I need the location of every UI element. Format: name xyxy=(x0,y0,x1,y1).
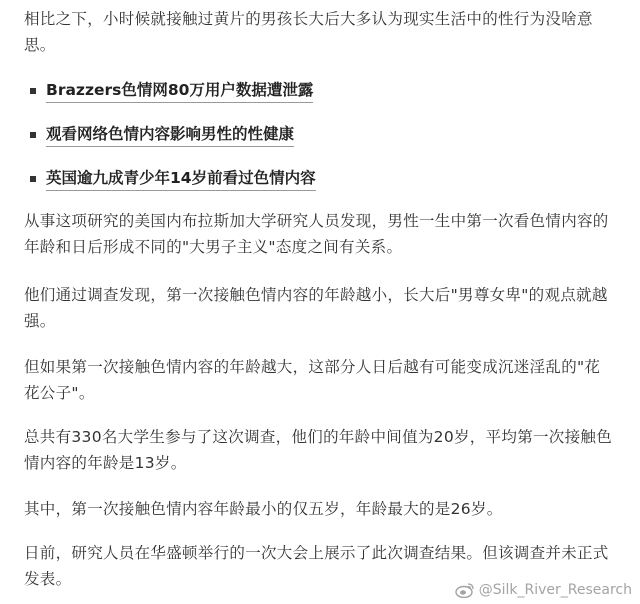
related-link-health[interactable]: 观看网络色情内容影响男性的性健康 xyxy=(46,122,294,147)
paragraph-survey-stats: 总共有330名大学生参与了这次调查，他们的年龄中间值为20岁，平均第一次接触色情内容的年龄是13岁。 xyxy=(24,428,613,472)
related-link-brazzers[interactable]: Brazzers色情网80万用户数据遭泄露 xyxy=(46,78,313,103)
paragraph-research: 从事这项研究的美国内布拉斯加大学研究人员发现，男性一生中第一次看色情内容的年龄和日后形成不同的"大男子主义"态度之间有关系。 xyxy=(24,212,609,256)
weibo-logo-icon xyxy=(455,582,475,598)
paragraph-intro: 相比之下，小时候就接触过黄片的男孩长大后大多认为现实生活中的性行为没啥意思。 xyxy=(24,10,593,54)
paragraph-finding-young: 他们通过调查发现，第一次接触色情内容的年龄越小，长大后"男尊女卑"的观点就越强。 xyxy=(24,286,608,330)
watermark xyxy=(455,582,632,598)
bullet-icon xyxy=(30,88,36,94)
paragraph-age-range: 其中，第一次接触色情内容年龄最小的仅五岁，年龄最大的是26岁。 xyxy=(24,500,503,518)
related-link-uk-teens[interactable]: 英国逾九成青少年14岁前看过色情内容 xyxy=(46,166,316,191)
paragraph-finding-older: 但如果第一次接触色情内容的年龄越大，这部分人日后越有可能变成沉迷淫乱的"花花公子"。 xyxy=(24,358,601,402)
paragraph-presentation: 日前，研究人员在华盛顿举行的一次大会上展示了此次调查结果。但该调查并未正式发表。 xyxy=(24,544,609,588)
bullet-icon xyxy=(30,132,36,138)
bullet-icon xyxy=(30,176,36,182)
watermark-text: @Silk_River_Research xyxy=(478,582,632,598)
